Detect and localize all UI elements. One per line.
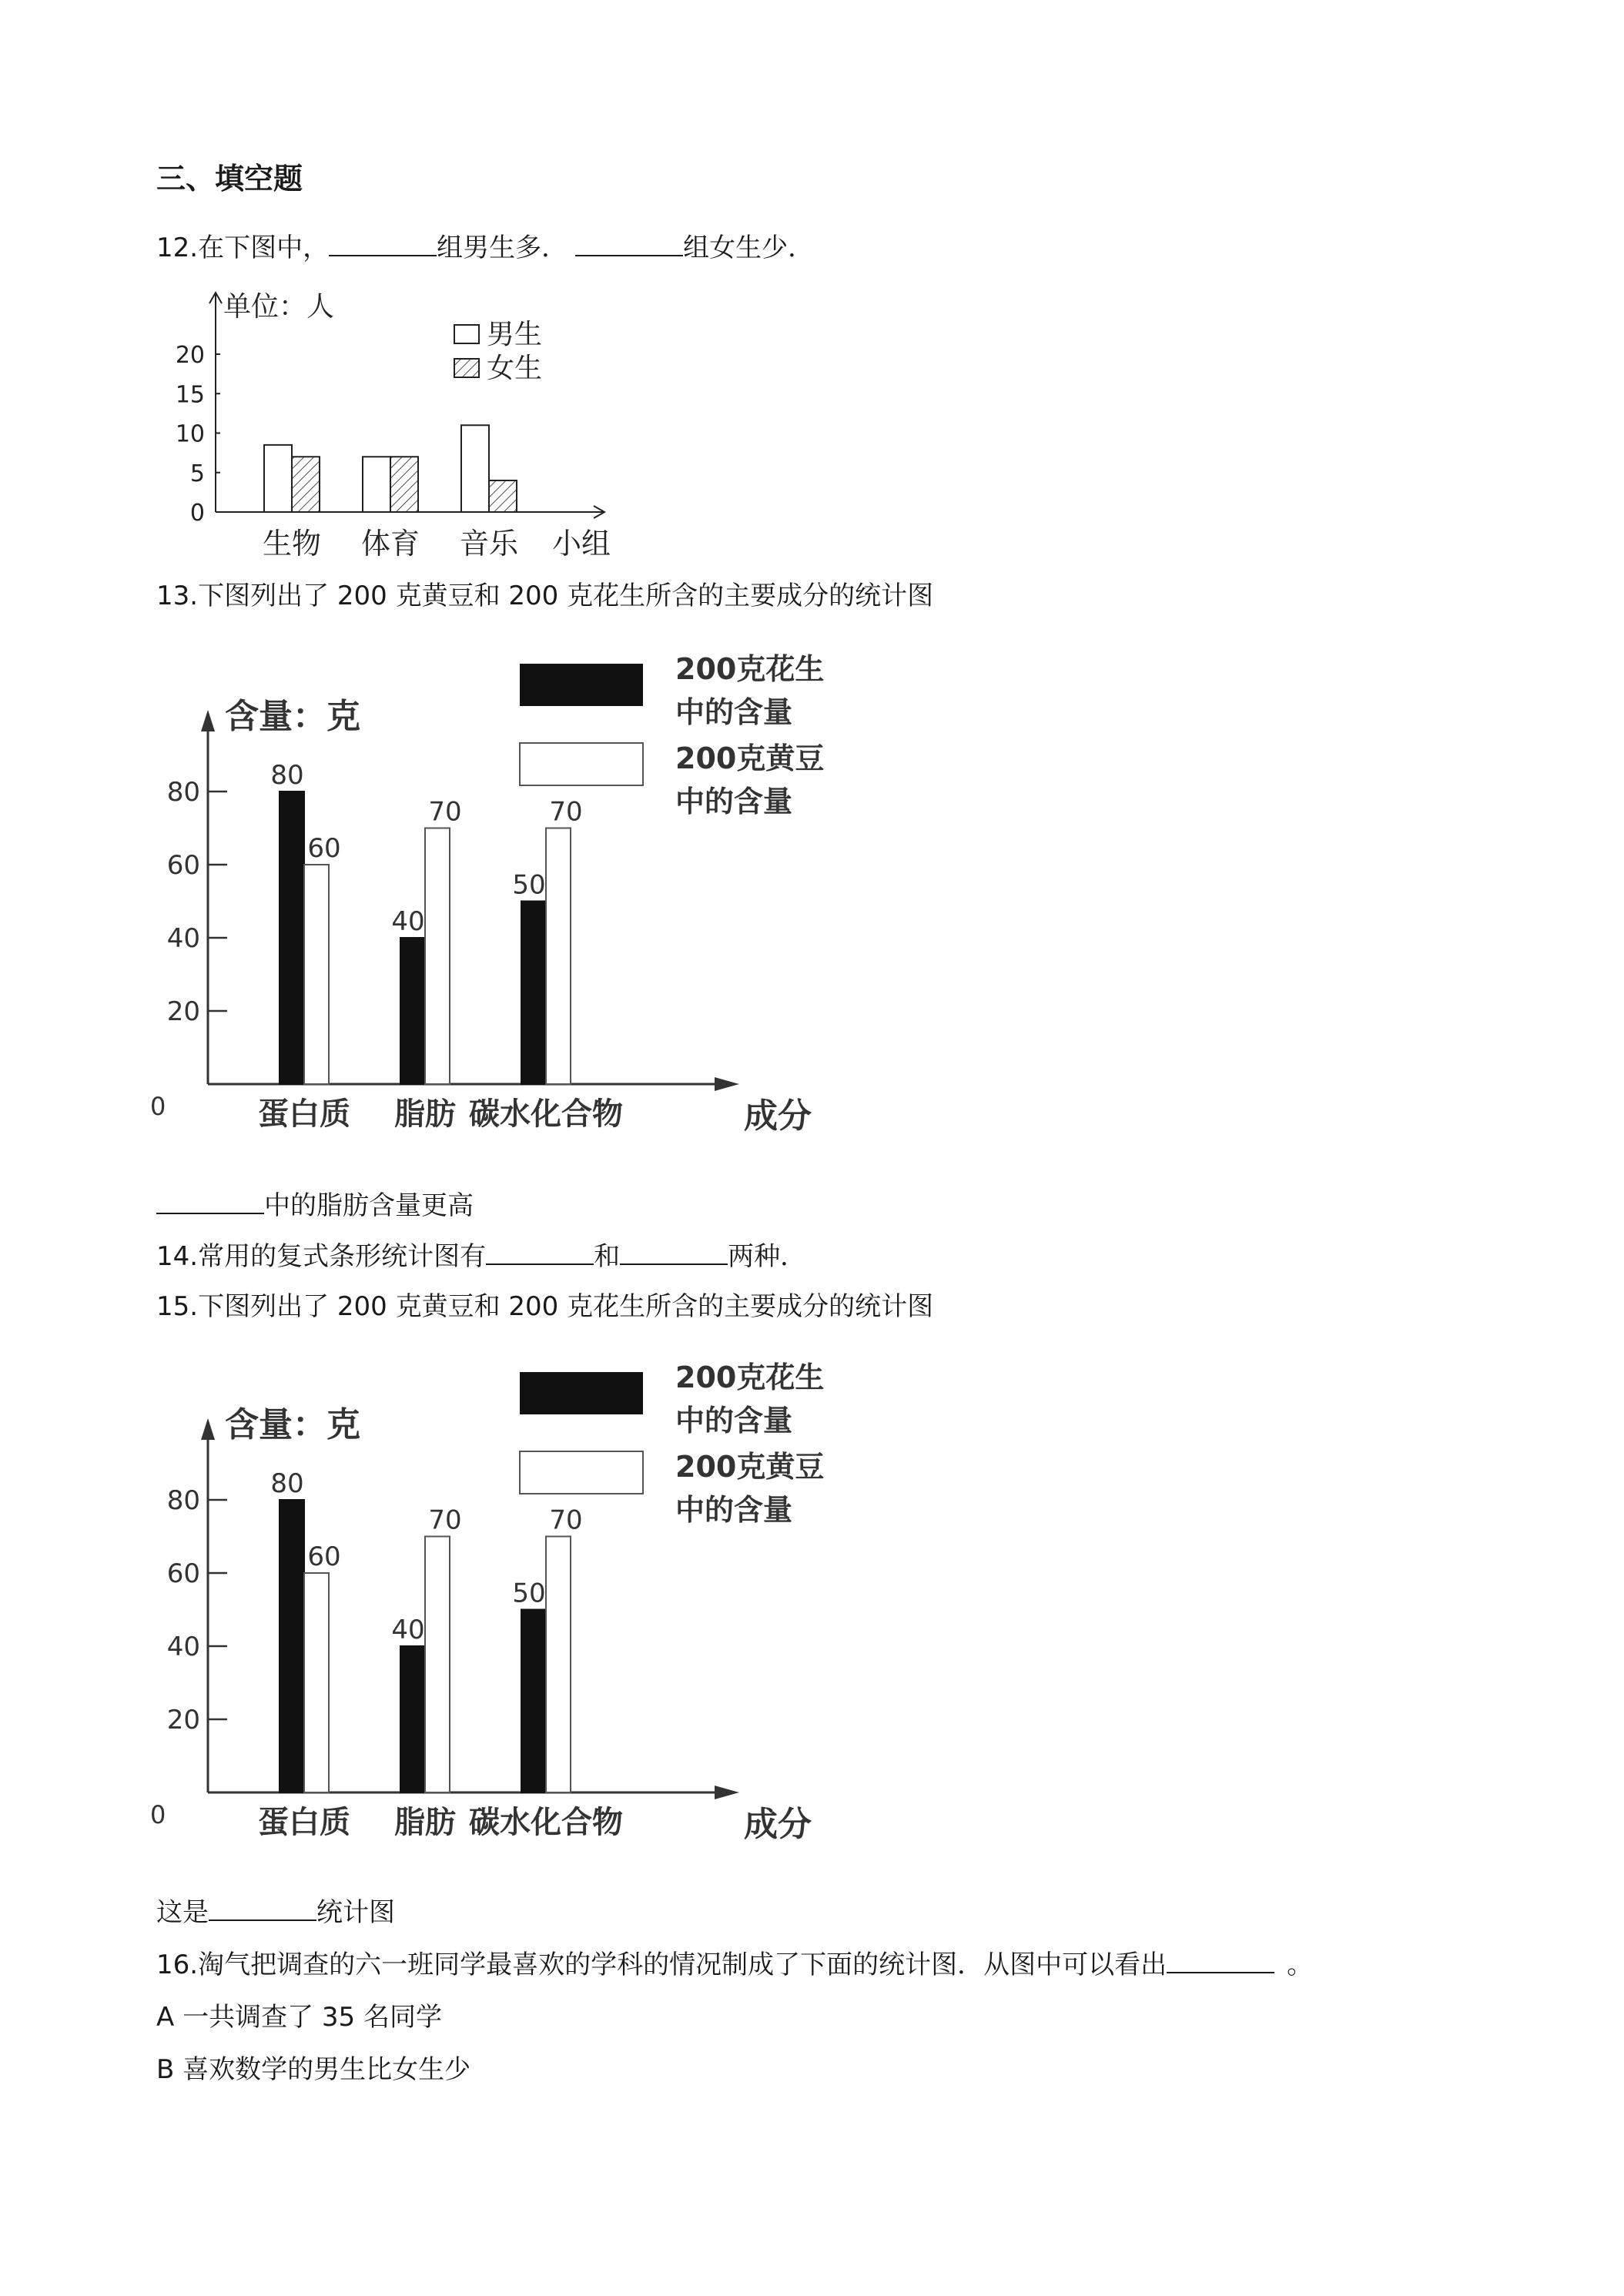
bar-girls — [390, 457, 418, 512]
q14-blank-1[interactable] — [486, 1240, 594, 1265]
legend-label-peanut-line1: 200克花生 — [675, 652, 825, 686]
y-tick-label: 40 — [166, 1632, 200, 1662]
q13-blank[interactable] — [156, 1190, 264, 1214]
data-label-soybean: 70 — [549, 796, 583, 828]
y-tick-label: 60 — [166, 850, 200, 881]
question-14 — [156, 1240, 806, 1274]
origin-label: 0 — [150, 1800, 166, 1829]
section-heading: 三、填空题 — [156, 162, 303, 196]
question-12 — [156, 231, 814, 265]
q15-answer-suffix: 统计图 — [316, 1897, 395, 1928]
chart-unit-title: 含量：克 — [225, 697, 360, 736]
y-tick-label: 15 — [175, 381, 205, 409]
x-category-label: 脂肪 — [394, 1805, 456, 1840]
legend-label-soybean-line1: 200克黄豆 — [675, 741, 825, 775]
bar-soybean — [425, 828, 450, 1085]
bar-girls — [489, 480, 517, 512]
bar-peanut — [280, 1500, 304, 1792]
x-category-label: 碳水化合物 — [469, 1096, 623, 1132]
bar-soybean — [304, 1573, 329, 1792]
q14-middle: 和 — [594, 1241, 621, 1272]
chart-unit-title: 含量：克 — [225, 1405, 360, 1444]
legend-swatch-soybean — [520, 1451, 643, 1494]
legend-swatch-boys — [454, 325, 479, 343]
data-label-soybean: 70 — [549, 1504, 583, 1536]
bar-boys — [264, 445, 292, 512]
legend-label-peanut-line2: 中的含量 — [675, 695, 793, 729]
bar-boys — [363, 457, 390, 512]
x-category-label: 蛋白质 — [258, 1805, 350, 1840]
x-category-label: 脂肪 — [394, 1096, 456, 1132]
x-category-label: 生物 — [262, 527, 322, 561]
origin-label: 0 — [150, 1092, 166, 1121]
data-label-peanut: 50 — [512, 1578, 546, 1609]
y-axis-arrow — [201, 710, 215, 731]
question-13-stem: 13.下图列出了 200 克黄豆和 200 克花生所含的主要成分的统计图 — [156, 581, 934, 611]
q16-option-b[interactable]: B 喜欢数学的男生比女生少 — [156, 2054, 471, 2085]
legend-swatch-soybean — [520, 743, 643, 785]
y-axis-arrow — [201, 1418, 215, 1440]
q16-option-a[interactable]: A 一共调查了 35 名同学 — [156, 2002, 442, 2033]
q15-answer-prefix: 这是 — [156, 1897, 209, 1928]
legend-label-boys: 男生 — [487, 319, 543, 350]
data-label-soybean: 70 — [428, 1504, 462, 1536]
x-axis-title: 成分 — [744, 1805, 812, 1844]
question-15-answer — [156, 1896, 395, 1930]
q13-bar-chart — [150, 639, 859, 1170]
bar-soybean — [546, 1537, 571, 1793]
y-tick-label: 80 — [166, 777, 200, 808]
bar-girls — [292, 457, 320, 512]
question-13-answer — [156, 1189, 474, 1223]
q12-middle: 组男生多． — [437, 233, 568, 263]
y-tick-label: 80 — [166, 1485, 200, 1516]
q14-blank-2[interactable] — [620, 1240, 728, 1265]
y-tick-label: 0 — [189, 500, 205, 527]
data-label-soybean: 60 — [307, 833, 341, 864]
data-label-peanut: 50 — [512, 869, 546, 901]
data-label-soybean: 70 — [428, 796, 462, 828]
bar-peanut — [521, 1610, 546, 1793]
x-axis-arrow — [715, 1786, 739, 1799]
legend-swatch-peanut — [520, 664, 643, 706]
x-axis-title: 成分 — [744, 1096, 812, 1136]
y-tick-label: 40 — [166, 923, 200, 954]
legend-label-peanut-line2: 中的含量 — [675, 1404, 793, 1438]
bar-peanut — [280, 792, 304, 1084]
legend-label-soybean-line1: 200克黄豆 — [675, 1450, 825, 1484]
q14-suffix: 两种． — [728, 1241, 807, 1272]
bar-boys — [461, 425, 489, 512]
bar-soybean — [425, 1537, 450, 1793]
y-tick-label: 5 — [189, 460, 205, 487]
data-label-soybean: 60 — [307, 1541, 341, 1572]
q16-stem-end: 。 — [1287, 1950, 1314, 1980]
y-tick-label: 60 — [166, 1558, 200, 1589]
data-label-peanut: 80 — [270, 760, 304, 791]
data-label-peanut: 40 — [391, 1615, 425, 1645]
legend-swatch-peanut — [520, 1372, 643, 1414]
data-label-peanut: 80 — [270, 1468, 304, 1499]
question-15-stem: 15.下图列出了 200 克黄豆和 200 克花生所含的主要成分的统计图 — [156, 1291, 934, 1322]
legend-label-peanut-line1: 200克花生 — [675, 1361, 825, 1394]
q13-answer-suffix: 中的脂肪含量更高 — [264, 1190, 474, 1221]
bar-soybean — [304, 865, 329, 1084]
q12-blank-1[interactable] — [329, 232, 437, 256]
y-tick-label: 20 — [175, 342, 205, 369]
legend-label-girls: 女生 — [487, 353, 543, 384]
bar-peanut — [521, 902, 546, 1085]
x-category-label: 蛋白质 — [258, 1096, 350, 1132]
x-category-label: 音乐 — [459, 527, 519, 561]
q15-blank[interactable] — [209, 1896, 316, 1921]
q16-blank[interactable] — [1167, 1949, 1274, 1973]
chart-unit-title: 单位：人 — [223, 291, 335, 323]
legend-label-soybean-line2: 中的含量 — [675, 1493, 793, 1527]
q14-prefix: 14.常用的复式条形统计图有 — [156, 1241, 487, 1272]
q15-bar-chart — [150, 1347, 859, 1879]
y-tick-label: 20 — [166, 996, 200, 1027]
legend-label-soybean-line2: 中的含量 — [675, 785, 793, 818]
x-axis-title: 小组 — [551, 527, 611, 561]
q12-bar-chart — [150, 277, 658, 562]
q12-prefix: 12.在下图中， — [156, 233, 330, 263]
x-category-label: 碳水化合物 — [469, 1805, 623, 1840]
y-tick-label: 20 — [166, 1705, 200, 1735]
q16-stem-text: 16.淘气把调查的六一班同学最喜欢的学科的情况制成了下面的统计图．从图中可以看出 — [156, 1950, 1167, 1980]
q12-blank-2[interactable] — [575, 232, 683, 256]
x-axis-arrow — [715, 1077, 739, 1091]
bar-soybean — [546, 828, 571, 1085]
bar-peanut — [400, 1646, 425, 1792]
q12-suffix: 组女生少． — [683, 233, 815, 263]
data-label-peanut: 40 — [391, 906, 425, 937]
bar-peanut — [400, 938, 425, 1084]
y-tick-label: 10 — [175, 420, 205, 448]
x-category-label: 体育 — [360, 527, 420, 561]
question-16-stem — [156, 1948, 1313, 1982]
legend-swatch-girls — [454, 359, 479, 377]
